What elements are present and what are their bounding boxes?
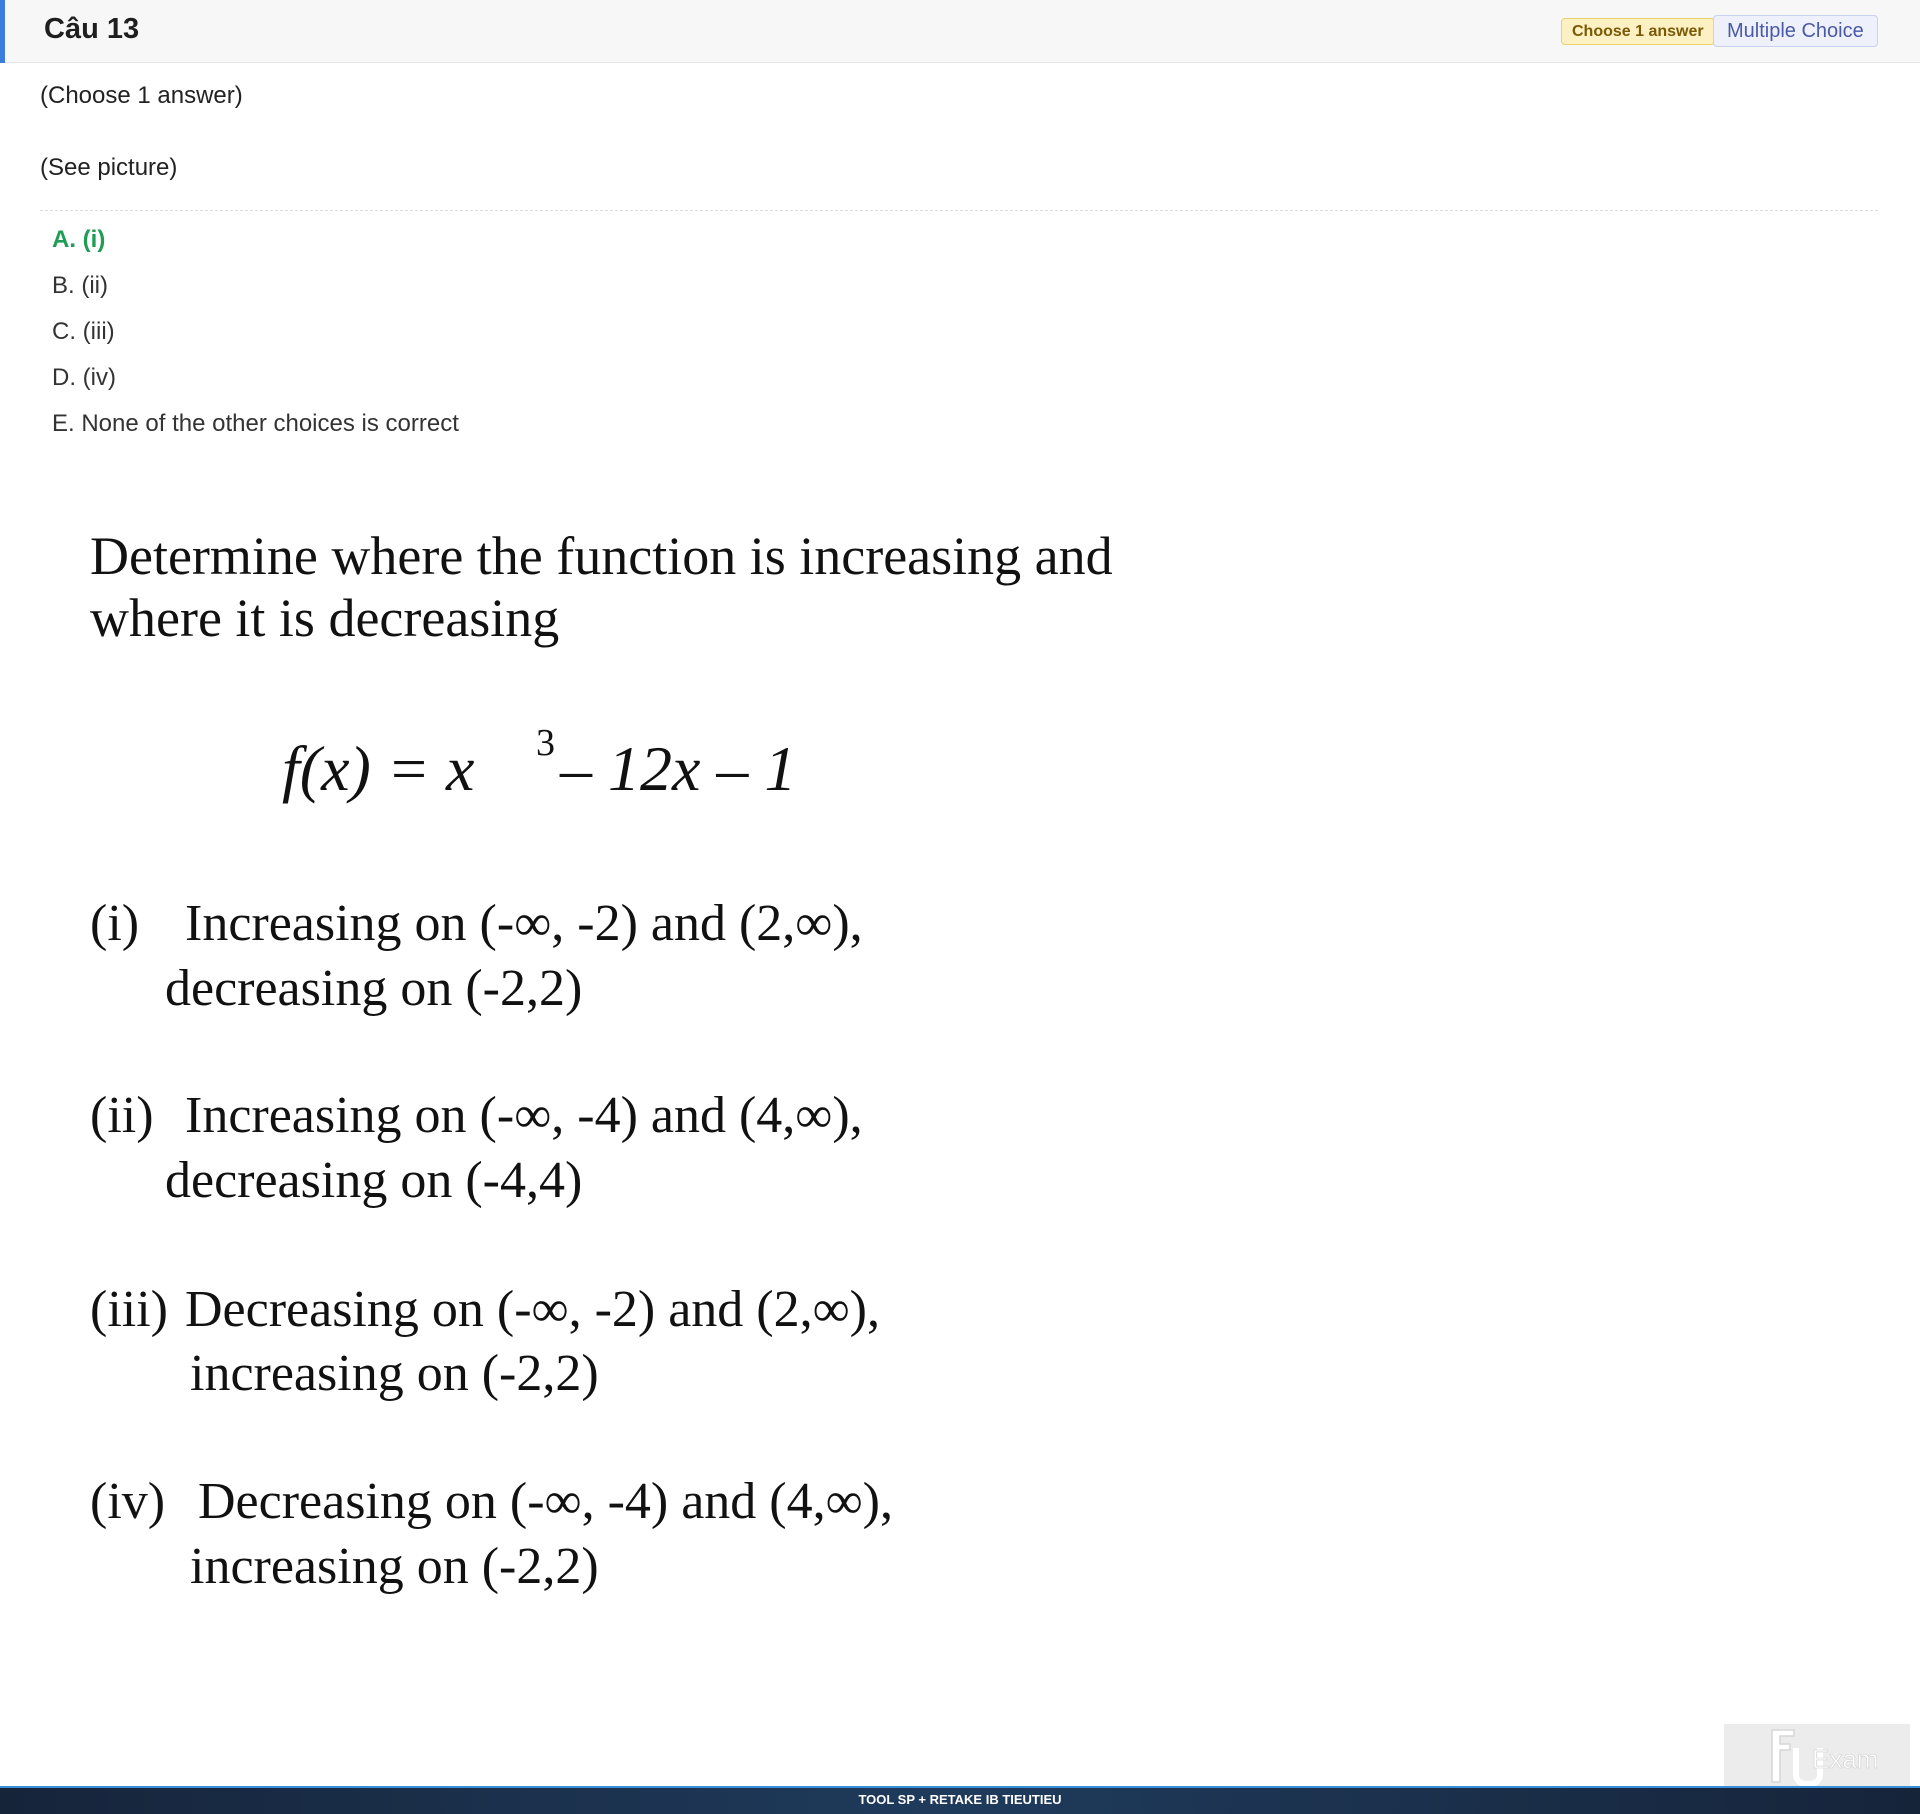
picture-prompt-line2: where it is decreasing [90,588,560,648]
choice-iv-line2: increasing on (-2,2) [190,1538,599,1595]
watermark-text: Exam [1812,1744,1879,1774]
choice-i-line1: Increasing on (-∞, -2) and (2,∞), [185,895,863,952]
answer-options-list [52,225,459,455]
answer-option-c[interactable]: C. (iii) [52,318,115,345]
question-type-badge: Multiple Choice [1713,15,1878,47]
choice-iii-line2: increasing on (-2,2) [190,1345,599,1402]
question-picture [80,500,1180,1620]
footer-text: TOOL SP + RETAKE IB TIEUTIEU [858,1792,1062,1807]
choice-iii-number: (iii) [90,1281,168,1338]
divider [40,210,1878,211]
see-picture-text: (See picture) [40,154,178,181]
choice-ii-number: (ii) [90,1087,154,1144]
choice-iv-line1: Decreasing on (-∞, -4) and (4,∞), [198,1473,893,1530]
formula-exponent: 3 [536,722,555,764]
header-accent-bar [0,0,5,63]
formula-lhs: f(x) = x [282,733,475,804]
answer-option-d[interactable]: D. (iv) [52,364,116,391]
footer-bar [0,1786,1920,1814]
choice-i-number: (i) [90,895,140,952]
question-header [0,0,1920,63]
formula-rhs: – 12x – 1 [560,733,797,804]
picture-prompt-line1: Determine where the function is increasing and [90,526,1113,586]
question-title: Câu 13 [44,13,140,45]
exam-logo-watermark [1724,1724,1910,1786]
answer-option-a[interactable]: A. (i) [52,226,106,253]
choice-ii-line2: decreasing on (-4,4) [165,1152,583,1209]
question-instruction: (Choose 1 answer) [40,82,243,109]
answer-option-e[interactable]: E. None of the other choices is correct [52,410,459,437]
choice-ii-line1: Increasing on (-∞, -4) and (4,∞), [185,1087,863,1144]
answer-option-b[interactable]: B. (ii) [52,272,108,299]
choice-iii-line1: Decreasing on (-∞, -2) and (2,∞), [185,1281,880,1338]
choose-count-badge: Choose 1 answer [1561,18,1715,45]
choice-iv-number: (iv) [90,1473,166,1530]
choice-i-line2: decreasing on (-2,2) [165,960,583,1017]
